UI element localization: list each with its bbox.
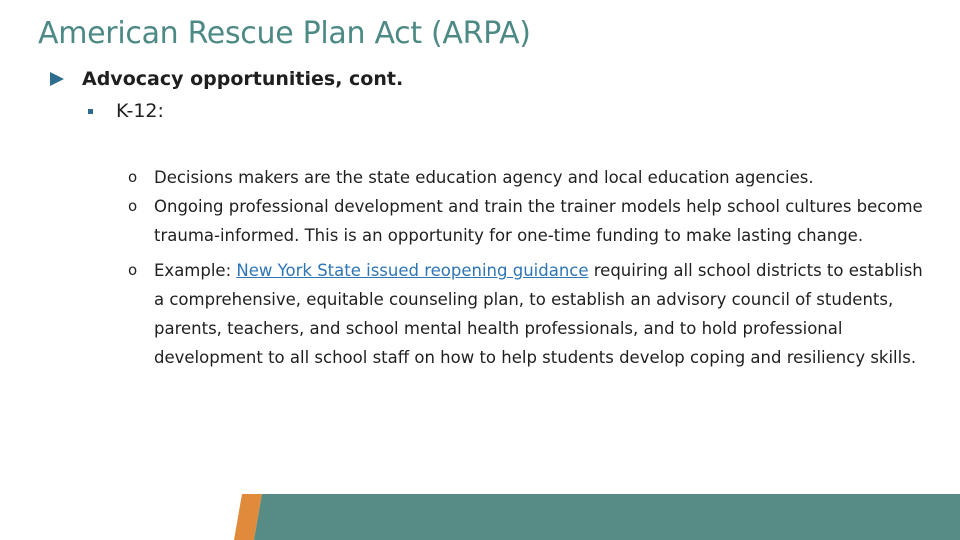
circle-bullet-icon: o xyxy=(128,168,138,186)
sub-bullet-list xyxy=(128,163,928,372)
level2-text: K-12: xyxy=(116,100,164,122)
slide-title: American Rescue Plan Act (ARPA) xyxy=(38,16,531,51)
level1-bullet xyxy=(50,68,403,90)
circle-bullet-icon: o xyxy=(128,261,138,279)
level2-bullet xyxy=(88,100,164,122)
example-prefix: Example: xyxy=(154,261,237,280)
bullet-text xyxy=(154,256,928,372)
arrow-bullet-icon xyxy=(50,72,64,86)
bullet-text: Ongoing professional development and train the trainer models help school cultures become trauma-informed. This is an opportunity for one-time funding to make lasting change. xyxy=(154,197,923,245)
bullet-text: Decisions makers are the state education agency and local education agencies. xyxy=(154,168,814,187)
footer-decoration xyxy=(0,494,960,540)
circle-bullet-icon: o xyxy=(128,197,138,215)
square-bullet-icon xyxy=(88,109,93,114)
footer-teal-bar xyxy=(254,494,960,540)
guidance-link[interactable]: New York State issued reopening guidance xyxy=(236,261,589,280)
list-item xyxy=(128,163,928,192)
example-suffix: requiring all school districts to establish a comprehensive, equitable counseling plan, to establish an advisory council of students, parents, teachers, and school mental health professionals, and to hold professional development to all school staff on how to help students develop coping and resiliency skills. xyxy=(154,261,923,367)
level1-text: Advocacy opportunities, cont. xyxy=(82,68,404,90)
list-item xyxy=(128,192,928,250)
list-item xyxy=(128,256,928,372)
